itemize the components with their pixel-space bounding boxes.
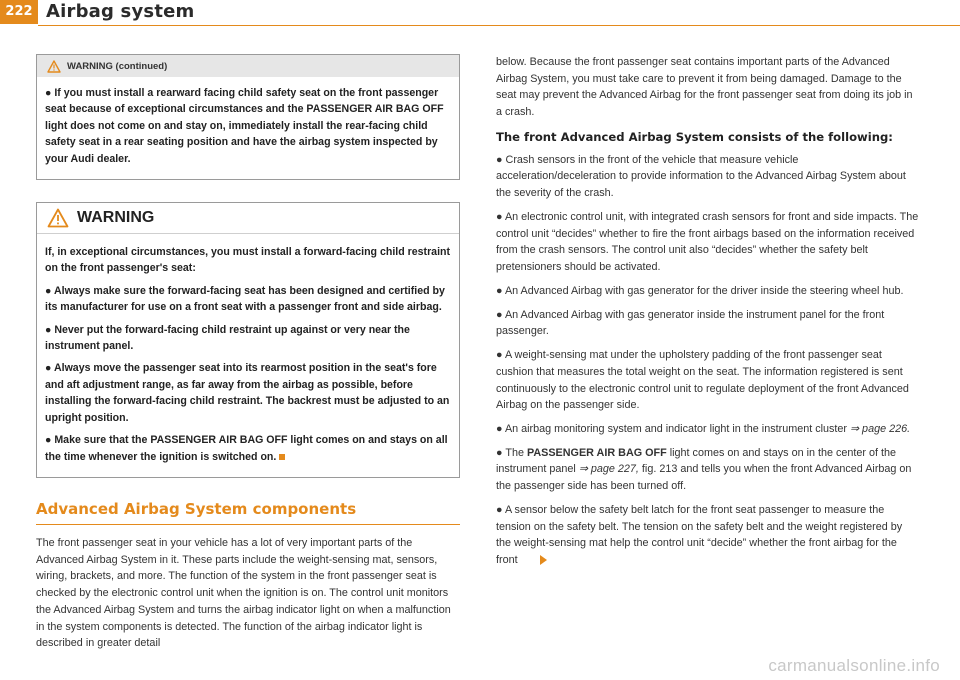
section-heading: Advanced Airbag System components — [36, 499, 357, 518]
component-bullet: ● A weight-sensing mat under the upholstery padding of the front passenger seat cushion that measures the total weight on the seat. The information registered is sent continuously to the electronic control unit to regulate deployment of the front Advanced Airbag on the passenger side. — [496, 349, 909, 412]
warning-bullet: ● Make sure that the PASSENGER AIR BAG OFF light comes on and stays on all the time whenever the ignition is switched on. — [45, 434, 448, 463]
continued-paragraph: below. Because the front passenger seat contains important parts of the Advanced Airbag System, you must take care to prevent it from being damaged. Damage to the seat may prevent the Advanced Airbag for the front passenger seat from doing its job in a crash. — [496, 56, 913, 119]
page-header — [0, 0, 960, 26]
warning-bullet: ● Never put the forward-facing child restraint up against or very near the instrument panel. — [45, 323, 410, 353]
header-divider — [38, 25, 960, 26]
component-bullet: ● A sensor below the safety belt latch for the front seat passenger to measure the tension on the safety belt. The tension on the safety belt and the weight registered by the weight-sensing mat help the control unit “decide” whether the front airbag for the front — [496, 503, 903, 567]
component-bullet: ● An electronic control unit, with integrated crash sensors for front and side impacts. The control unit “decides” whether to fire the front airbags based on the information received from the crash sensors. The control unit also “decides” whether the safety belt pretensioners should be activated. — [496, 210, 919, 274]
left-column — [36, 54, 460, 659]
components-subheading: The front Advanced Airbag System consists of the following: — [496, 129, 893, 144]
warning-bullet: ● Always move the passenger seat into its rearmost position in the seat's fore and aft adjustment range, as far away from the airbag as possible, before installing the forward-facing child restraint. The backrest must be adjusted to an upright position. — [45, 362, 450, 424]
page-number: 222 — [0, 0, 38, 24]
warning-triangle-icon — [47, 208, 69, 228]
component-bullet: ● The PASSENGER AIR BAG OFF light comes on and stays on in the center of the instrument panel ⇒ page 227, fig. 213 and tells you when the front Advanced Airbag on the passenger side has been turned off. — [496, 446, 912, 493]
component-bullet: ● An Advanced Airbag with gas generator inside the instrument panel for the front passenger. — [496, 308, 885, 338]
warning-triangle-icon — [47, 60, 61, 73]
warning-continued-box — [36, 54, 460, 180]
component-bullet: ● An Advanced Airbag with gas generator for the driver inside the steering wheel hub. — [496, 284, 904, 297]
section-divider — [36, 524, 460, 525]
warning-continued-header — [37, 55, 459, 77]
right-column — [496, 54, 920, 576]
continue-arrow-icon — [540, 555, 547, 565]
warning-box — [36, 202, 460, 478]
warning-continued-label: WARNING (continued) — [67, 60, 168, 72]
page-reference-link[interactable]: ⇒ page 226. — [850, 423, 911, 436]
component-bullet: ● An airbag monitoring system and indicator light in the instrument cluster ⇒ page 226. — [496, 423, 911, 436]
warning-intro: If, in exceptional circumstances, you must install a forward-facing child restraint on the front passenger's seat: — [45, 246, 451, 275]
warning-continued-text: ● If you must install a rearward facing child safety seat on the front passenger seat because of exceptional circumstances and the PASSENGER AIR BAG OFF light does not come on and stay on, immediately install the rear-facing child safety seat in a rear seating position and have the airbag system inspected by your Audi dealer. — [45, 87, 444, 165]
end-square-icon — [279, 454, 285, 460]
warning-bullet: ● Always make sure the forward-facing seat has been designed and certified by its manufacturer for use on a front seat with a passenger front and side airbag. — [45, 284, 445, 314]
section-paragraph: The front passenger seat in your vehicle has a lot of very important parts of the Advanced Airbag System in it. These parts include the weight-sensing mat, sensors, wiring, brackets, and more. The function of the system in the front passenger seat is checked by the electronic control unit when the ignition is on. The control unit monitors the Advanced Airbag System and turns the airbag indicator light on when a malfunction in the system components is detected. The function of the airbag indicator light is described in greater detail — [36, 536, 451, 650]
watermark: carmanualsonline.info — [768, 656, 940, 675]
component-bullet: ● Crash sensors in the front of the vehicle that measure vehicle acceleration/deceleration to provide information to the Advanced Airbag System about the severity of the crash. — [496, 153, 906, 200]
warning-label: WARNING — [77, 209, 155, 227]
warning-header — [37, 203, 459, 234]
chapter-title: Airbag system — [46, 1, 195, 22]
page-reference-link[interactable]: ⇒ page 227, — [578, 463, 639, 476]
